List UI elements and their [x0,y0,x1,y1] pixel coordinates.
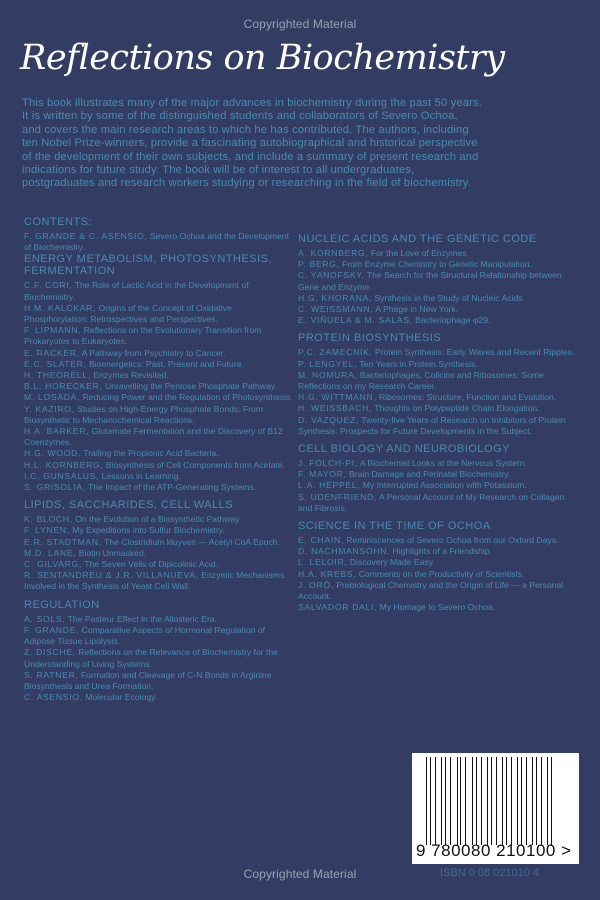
description-line: ten Nobel Prize-winners, provide a fascinating autobiographical and historical perspective [22,137,478,150]
entry-author: E. VIÑUELA & M. SALAS, [298,315,413,326]
section-heading: LIPIDS, SACCHARIDES, CELL WALLS [24,499,234,512]
entry-author: H.L. KORNBERG, [24,459,104,470]
contents-entry [298,403,578,414]
entry-title: Biotin Unmasked. [78,547,147,558]
entry-author: H.A. BARKER, [24,426,90,437]
contents-entry [298,359,578,370]
entry-title: Twenty-five Years of Research on Inhibitors of Protein Synthesis: Prospects for Future Developments in the Subject. [298,414,566,436]
entry-title: Highlights of a Friendship. [392,546,492,557]
barcode-bars [426,757,556,845]
book-title: Reflections on Biochemistry [20,38,505,78]
entry-author: R. SENTANDREU & J.R. VILLANUEVA, [24,570,199,581]
entry-author: H.A. KREBS, [298,568,357,579]
contents-entry [24,348,294,359]
entry-author: S. GRISOLIA, [24,482,86,493]
barcode [412,753,579,864]
entry-title: The Impact of the ATP-Generating Systems. [88,482,257,493]
contents-entry [24,381,294,392]
entry-title: Trailing the Propionic Acid Bacteria. [83,448,219,459]
entry-title: Comments on the Productivity of Scientists. [358,568,525,579]
entry-author: F. GRANDE & C. ASENSIO, [24,231,148,241]
section-heading: SCIENCE IN THE TIME OF OCHOA [298,520,491,533]
entry-author: L.A. HEPPEL, [298,480,361,491]
contents-entry [24,625,294,647]
contents-entry [24,303,294,325]
entry-title: Prebiological Chemistry and the Origin of Life — a Personal Account. [298,579,564,602]
isbn-label: ISBN 0 08 021010 4 [440,867,540,879]
contents-entry [298,370,578,392]
entry-title: Reflections on the Relevance of Biochemistry for the Understanding of Living Systems. [24,647,278,669]
entry-author: E. RACKER, [24,347,80,358]
entry-author: H. WEISSBACH, [298,403,373,414]
entry-author: J. FOLCH-PI, [298,458,358,469]
entry-author: F. LYNEN, [24,525,70,536]
contents-entry [298,492,578,514]
entry-title: A Personal Account of My Research on Collagen and Fibrosis. [298,491,565,513]
left-sections [24,253,294,703]
contents-heading: CONTENTS: [24,216,93,228]
contents-entry [24,471,294,482]
entry-title: Reminiscences of Severo Ochoa from our Oxford Days. [346,535,559,546]
entry-author: P.C. ZAMECNIK, [298,347,373,358]
entry-author: C. ASENSIO, [24,692,83,703]
entry-author: E.C. SLATER, [24,358,87,369]
contents-entry [298,569,578,580]
contents-entry [298,535,578,546]
entry-author: P. LENGYEL, [298,358,358,369]
description-line: postgraduates and research workers studying or researching in the field of biochemistry. [22,177,471,190]
entry-title: The Role of Lactic Acid in the Development of Biochemistry. [24,280,249,302]
watermark-top: Copyrighted Material [243,17,357,31]
entry-author: H.G. WOOD, [24,448,82,459]
contents-entry [298,293,578,304]
entry-author: F. MAYOR, [298,469,347,480]
right-sections [298,233,578,613]
entry-title: Thoughts on Polypeptide Chain Elongation. [374,403,540,414]
section-heading: NUCLEIC ACIDS AND THE GENETIC CODE [298,233,537,245]
entry-author: C.F. CORI, [24,280,73,291]
contents-entry [298,458,578,469]
contents-entry [24,570,294,592]
entry-title: My Homage to Severo Ochoa. [379,602,496,613]
contents-entry [24,359,294,370]
entry-title: Enzymes Revisited. [93,370,169,381]
contents-right-column [298,233,578,613]
entry-author: H.G. WITTMANN, [298,392,377,403]
contents-left-column [24,216,294,703]
contents-entry [24,392,294,403]
entry-title: Synthesis in the Study of Nucleic Acids. [374,292,525,303]
entry-title: Origins of the Concept of Oxidative Phosphorylation: Retrospectives and Perspectives. [24,302,232,325]
entry-title: Bacteriophage φ29. [415,315,491,326]
contents-entry [298,415,578,437]
entry-author: P. BERG, [298,259,340,270]
entry-author: J. ORÓ, [298,579,334,590]
entry-title: Reflections on the Evolutionary Transition from Prokaryotes to Eukaryotes. [24,325,262,347]
entry-author: A. SOLS, [24,613,66,624]
entry-author: Z. DISCHE, [24,647,76,658]
entry-title: Severo Ochoa and the Development of Biochemistry. [24,231,289,253]
contents-entry [24,525,294,536]
contents-entry [298,347,578,358]
entry-author: D. NACHMANSOHN, [298,546,391,557]
contents-entry [24,614,294,625]
entry-author: M. LOSADA, [24,392,81,403]
entry-title: Bacteriophages, Colicins and Ribosomes: Some Reflections on my Research Career. [298,369,544,392]
entry-title: Glutamate Fermentation and the Discovery of B12 Coenzymes. [24,426,283,448]
contents-entry [298,480,578,491]
entry-author: C. YANOFSKY, [298,270,365,281]
contents-entry [298,602,578,613]
contents-entry [24,647,294,669]
entry-author: H. THEORELL, [24,370,91,381]
entry-title: Biosynthesis of Cell Components from Acetate. [105,459,286,470]
contents-entry [298,248,578,259]
contents-entry [24,537,294,548]
watermark-bottom: Copyrighted Material [243,867,357,881]
entry-title: From Enzyme Chemistry to Genetic Manipulation. [342,259,532,270]
entry-title: The Clostridium kluyveri — Acetyl CoA Epoch. [104,536,280,547]
contents-entry [298,392,578,403]
description-line: It is written by some of the distinguished students and collaborators of Severo Ochoa, [22,110,458,123]
entry-author: S. RATNER, [24,669,79,680]
barcode-number: 9 780080 210100 > [416,841,572,860]
entry-author: H.G. KHORANA, [298,292,373,303]
contents-entry [298,304,578,315]
contents-entry [24,231,294,253]
contents-entry [298,546,578,557]
entry-author: A. KORNBERG, [298,248,369,258]
entry-title: Enzymic Mechanisms Involved in the Synthesis of Yeast Cell Wall. [24,570,285,592]
entry-author: S. UDENFRIEND, [298,491,378,502]
book-description [22,97,582,191]
description-line: of the development of their own subjects, and include a summary of present research and [22,150,479,163]
entry-author: F. GRANDE, [24,624,80,635]
contents-entry [24,559,294,570]
entry-author: I.C. GUNSALUS, [24,470,100,481]
entry-author: Y. KAZIRO, [24,403,75,414]
entry-author: C. GILVARG, [24,559,82,570]
entry-title: Discovery Made Easy. [349,557,435,568]
entry-author: H.M. KALCKAR, [24,302,97,313]
section-heading: ENERGY METABOLISM, PHOTOSYNTHESIS, FERMENTATION [24,253,273,278]
entry-author: K. BLOCH, [24,514,73,525]
entry-author: M.D. LANE, [24,547,77,558]
entry-title: My Interrupted Association with Potassium. [362,480,527,491]
contents-entry [24,460,294,471]
entry-title: A Pathway from Psychiatry to Cancer. [81,347,226,358]
entry-author: B.L. HORECKER, [24,381,103,392]
section-heading: CELL BIOLOGY AND NEUROBIOLOGY [298,443,510,456]
entry-title: Protein Synthesis: Early Waves and Recent Ripples. [374,347,575,358]
description-line: This book illustrates many of the major advances in biochemistry during the past 50 years. [22,97,482,109]
entry-title: Lessons in Learning. [101,470,181,481]
contents-entry [24,692,294,703]
entry-author: M. NOMURA, [298,369,358,380]
contents-entry [298,315,578,326]
contents-entry [24,370,294,381]
entry-title: The Search for the Structural Relationship between Gene and Enzyme. [298,270,562,292]
entry-author: D. VAZQUEZ, [298,414,360,425]
entry-title: Reducing Power and the Regulation of Photosynthesis. [82,392,293,403]
section-heading: PROTEIN BIOSYNTHESIS [298,332,442,345]
contents-entry [24,404,294,426]
entry-title: A Biochemist Looks at the Nervous System. [359,458,527,469]
contents-entry [24,482,294,493]
entry-title: Comparative Aspects of Hormonal Regulation of Adipose Tissue Lipolysis. [24,624,266,647]
contents-entry [298,469,578,480]
contents-entry [298,580,578,602]
entry-title: The Pasteur Effect in the Allosteric Era. [67,613,218,624]
entry-title: Brain Damage and Perinatal Biochemistry. [349,469,511,480]
entry-author: SALVADOR DALI, [298,602,378,613]
contents-entry [298,557,578,568]
entry-title: On the Evolution of a Biosynthetic Pathway. [75,514,242,525]
entry-title: Ribosomes: Structure, Function and Evolution. [378,392,557,403]
entry-author: E. CHAIN, [298,535,344,546]
entry-author: C. WEISSMANN, [298,304,374,315]
entry-title: Bioenergetics: Past, Present and Future. [89,358,244,369]
entry-title: The Seven Veils of Dipicolinic Acid. [84,559,218,570]
entry-title: Unravelling the Pentose Phosphate Pathway. [104,381,277,392]
contents-entry [24,448,294,459]
description-line: indications for future study. The book will be of interest to all undergraduates, [22,164,415,177]
entry-title: My Expeditions into Sulfur Biochemistry. [72,525,225,536]
entry-author: E.R. STADTMAN, [24,536,102,547]
entry-author: F. LIPMANN, [24,325,82,336]
entry-title: Ten Years in Protein Synthesis. [359,358,478,369]
contents-entry [24,426,294,448]
entry-title: Studies on High-Energy Phosphate Bonds: From Biosynthetic to Mechanochemical Reactions. [24,403,263,425]
contents-entry [24,325,294,347]
contents-entry [24,514,294,525]
contents-entry [298,270,578,292]
contents-entry [298,259,578,270]
entry-title: Formation and Cleavage of C-N Bonds in Arginine Biosynthesis and Urea Formation. [24,669,272,691]
entry-title: For the Love of Enzymes. [370,248,469,258]
entry-author: L. LELOIR, [298,557,348,568]
contents-entry [24,670,294,692]
section-heading: REGULATION [24,598,100,611]
entry-title: Molecular Ecology. [85,692,158,703]
description-line: and covers the main research areas to which he has contributed. The authors, including [22,123,469,136]
entry-title: A Phage in New York. [375,304,459,315]
contents-entry [24,548,294,559]
contents-entry [24,280,294,302]
